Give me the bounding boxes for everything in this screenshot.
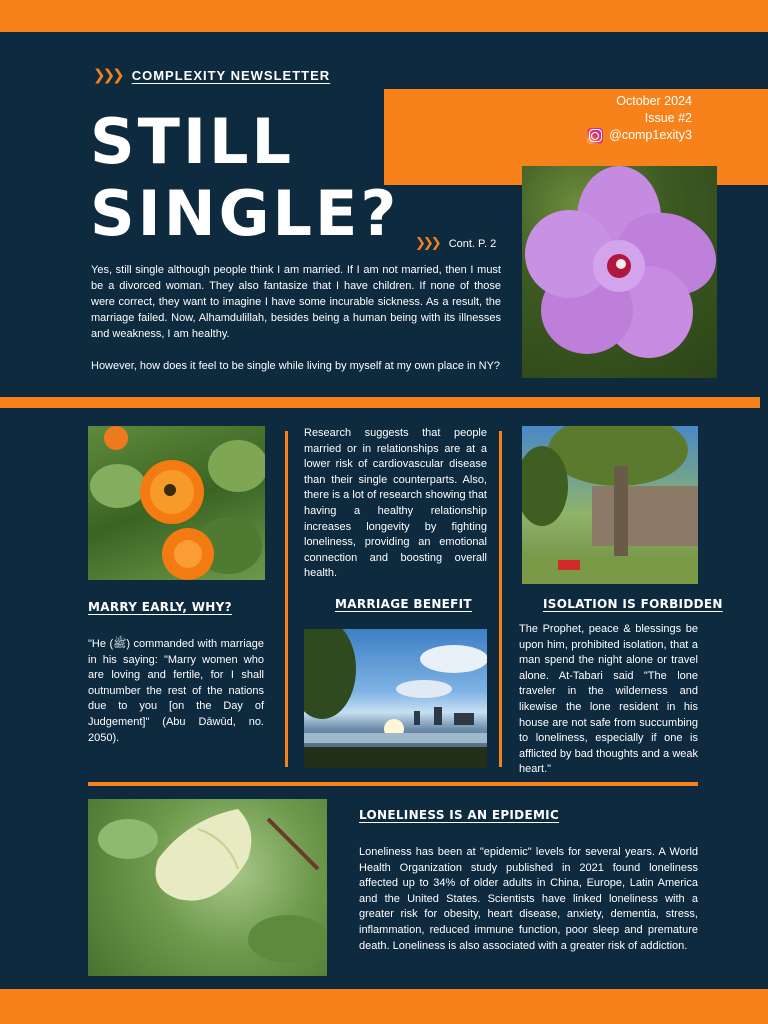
marry-body: "He (ﷺ) commanded with marriage in his saying: "Marry women who are loving and fertile, for I shall outnumber the rest of the nations due to you [on the Day of Judgement]" (Abu Dāwūd, no. 2050). (88, 638, 264, 744)
issue-number: Issue #2 (644, 111, 692, 125)
bellflower-icon (88, 799, 327, 976)
bottom-accent-band (0, 989, 768, 1024)
instagram-icon (587, 128, 603, 144)
river-scene-icon (304, 629, 487, 768)
section-title-loneliness: LONELINESS IS AN EPIDEMIC (359, 808, 560, 822)
newsletter-brand (93, 66, 330, 84)
title-line-1: STILL (90, 105, 295, 178)
page-title (90, 106, 399, 250)
section-title-benefit: MARRIAGE BENEFIT (335, 597, 472, 611)
marigold-photo (88, 426, 265, 580)
issue-date: October 2024 (616, 94, 692, 108)
column-divider (499, 431, 502, 767)
top-accent-band (0, 0, 768, 32)
intro-paragraph: However, how does it feel to be single while living by myself at my own place in NY? (91, 360, 501, 372)
hibiscus-photo (522, 166, 717, 378)
benefit-body: Research suggests that people married or in relationships are at a lower risk of cardiovascular disease than their single counterparts. Also, there is a lot of research showing that having a healthy relationship increases longevity by fighting loneliness, providing an emotional connection and boosting overall health. (304, 427, 487, 580)
intro-article (91, 262, 501, 374)
marigold-flower-icon (88, 426, 265, 580)
newsletter-name: COMPLEXITY NEWSLETTER (131, 67, 331, 83)
tree-park-photo (522, 426, 698, 584)
instagram-link[interactable] (587, 127, 692, 144)
bellflower-photo (88, 799, 327, 976)
continued-link[interactable] (415, 236, 496, 251)
instagram-handle: @comp1exity3 (609, 128, 692, 142)
column-divider (285, 431, 288, 767)
isolation-body: The Prophet, peace & blessings be upon him, prohibited isolation, that a man spend the night alone or travel alone. At-Tabari said "The lone traveler in the wilderness and likewise the lone resident in his house are not safe from succumbing to loneliness, especially if one is afflicted by bad thoughts and a weak heart." (519, 623, 698, 776)
hibiscus-flower-icon (522, 166, 717, 378)
issue-info (587, 93, 692, 144)
loneliness-body: Loneliness has been at "epidemic" levels for several years. A World Health Organization study published in 2021 found loneliness affected up to 34% of older adults in China, Europe, Latin America and the United States. Scientists have linked loneliness with a greater risk for obesity, heart disease, anxiety, dementia, stress, inflammation, reduced immune function, poor sleep and premature death. Loneliness is also associated with a greater risk of addiction. (359, 846, 698, 952)
chevron-right-icon: ❯❯❯ (93, 66, 122, 84)
section-title-marry: MARRY EARLY, WHY? (88, 600, 232, 614)
river-sunset-photo (304, 629, 487, 768)
intro-paragraph: Yes, still single although people think I am married. If I am not married, then I must be a divorced woman. They also fantasize that I have children. If none of those were correct, they want to imagine I have some incurable sickness. As a result, the marriage failed. Now, Alhamdulillah, besides being a human being with its illnesses and weakness, I am healthy. (91, 264, 501, 340)
title-line-2: SINGLE? (90, 177, 400, 250)
tree-bench-icon (522, 426, 698, 584)
chevron-right-icon: ❯❯❯ (415, 236, 439, 251)
section-title-isolation: ISOLATION IS FORBIDDEN (543, 597, 723, 611)
continued-label: Cont. P. 2 (448, 237, 497, 250)
section-divider-band (0, 397, 760, 408)
section-divider (88, 782, 698, 786)
